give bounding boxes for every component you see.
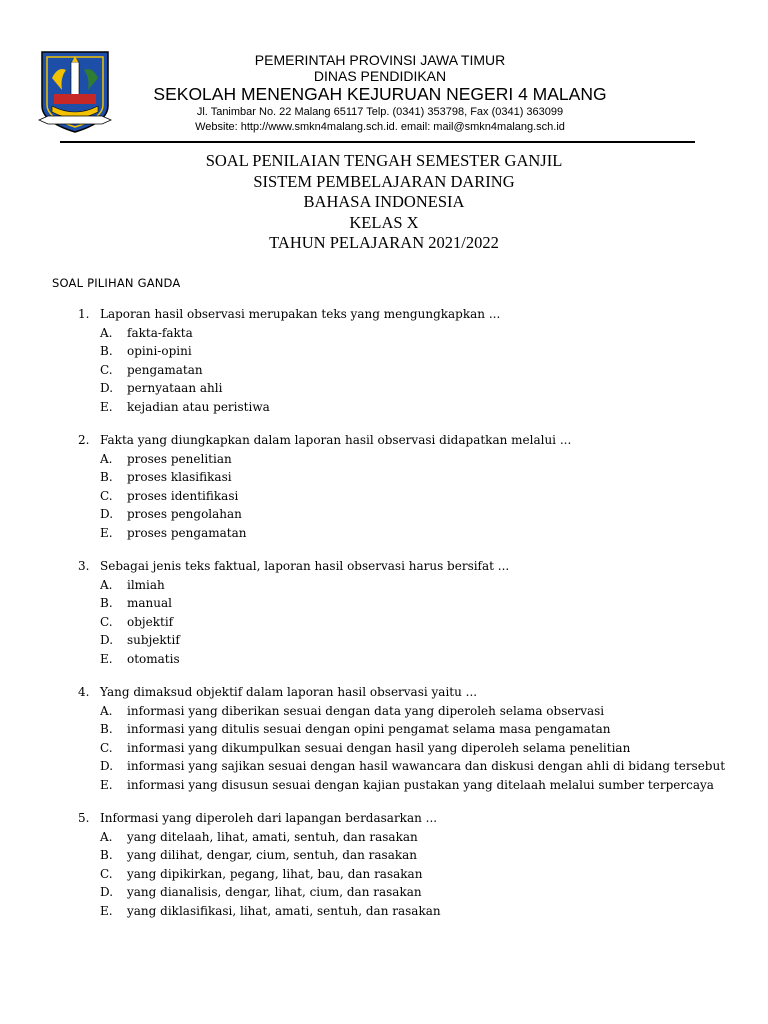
option-text: informasi yang diberikan sesuai dengan data yang diperoleh selama observasi [127, 703, 605, 718]
answer-option [100, 576, 728, 595]
answer-option [100, 524, 728, 543]
option-text: informasi yang ditulis sesuai dengan opini pengamat selama masa pengamatan [127, 722, 611, 736]
question-item [78, 305, 728, 416]
option-letter: A. [100, 703, 113, 718]
answer-option [100, 505, 728, 524]
question-text: Yang dimaksud objektif dalam laporan hasil observasi yaitu ... [100, 685, 478, 699]
option-text: otomatis [127, 651, 180, 666]
option-letter: D. [100, 885, 114, 899]
answer-options [100, 828, 728, 921]
option-letter: D. [100, 759, 114, 773]
option-letter: B. [100, 344, 113, 358]
title-line-5: TAHUN PELAJARAN 2021/2022 [269, 233, 499, 252]
question-item [78, 557, 728, 668]
question-item [78, 809, 728, 920]
government-name: PEMERINTAH PROVINSI JAWA TIMUR [254, 52, 506, 68]
department-name: DINAS PENDIDIKAN [313, 68, 447, 84]
school-name: SEKOLAH MENENGAH KEJURUAN NEGERI 4 MALANG [153, 84, 607, 104]
option-letter: C. [100, 866, 113, 881]
option-text: fakta-fakta [127, 325, 193, 340]
option-letter: E. [100, 777, 113, 792]
question-text: Fakta yang diungkapkan dalam laporan hasil observasi didapatkan melalui ... [100, 433, 572, 447]
answer-option [100, 776, 728, 795]
answer-option [100, 846, 728, 865]
option-text: proses identifikasi [127, 488, 239, 503]
question-number: 4. [78, 685, 90, 699]
answer-options [100, 576, 728, 669]
option-letter: A. [100, 829, 113, 844]
answer-option [100, 361, 728, 380]
question-row [78, 683, 728, 702]
question-number: 2. [78, 433, 90, 447]
answer-option [100, 468, 728, 487]
option-text: yang diklasifikasi, lihat, amati, sentuh, dan rasakan [127, 903, 441, 918]
letterhead-divider [60, 141, 695, 143]
question-row [78, 557, 728, 576]
answer-option [100, 594, 728, 613]
answer-option [100, 757, 728, 776]
answer-option [100, 613, 728, 632]
answer-option [100, 487, 728, 506]
option-text: pernyataan ahli [127, 381, 223, 395]
title-line-3: BAHASA INDONESIA [303, 192, 465, 211]
question-text: Laporan hasil observasi merupakan teks yang mengungkapkan ... [100, 307, 501, 321]
school-address: Jl. Tanimbar No. 22 Malang 65117 Telp. (0341) 353798, Fax (0341) 363099 [196, 106, 564, 118]
option-letter: B. [100, 848, 113, 862]
option-text: opini-opini [127, 344, 192, 358]
question-item [78, 683, 728, 794]
option-text: yang ditelaah, lihat, amati, sentuh, dan rasakan [127, 829, 418, 844]
title-line-4: KELAS X [349, 212, 419, 232]
question-item [78, 431, 728, 542]
option-letter: D. [100, 507, 114, 521]
answer-option [100, 342, 728, 361]
option-letter: A. [100, 451, 113, 466]
answer-option [100, 650, 728, 669]
answer-option [100, 379, 728, 398]
answer-option [100, 902, 728, 921]
question-number: 3. [78, 559, 90, 573]
option-text: manual [127, 596, 172, 610]
option-text: yang dianalisis, dengar, lihat, cium, dan rasakan [127, 885, 422, 899]
option-letter: B. [100, 470, 113, 484]
school-contact: Website: http://www.smkn4malang.sch.id. email: mail@smkn4malang.sch.id [195, 121, 565, 133]
answer-option [100, 450, 728, 469]
option-letter: C. [100, 488, 113, 503]
option-letter: B. [100, 722, 113, 736]
option-text: proses pengamatan [127, 525, 247, 540]
answer-option [100, 828, 728, 847]
option-text: informasi yang sajikan sesuai dengan hasil wawancara dan diskusi dengan ahli di bidang tersebut [127, 759, 726, 773]
option-text: kejadian atau peristiwa [127, 399, 270, 414]
question-text: Sebagai jenis teks faktual, laporan hasil observasi harus bersifat ... [100, 559, 510, 573]
province-logo [38, 48, 112, 138]
option-letter: E. [100, 399, 113, 414]
option-text: informasi yang dikumpulkan sesuai dengan hasil yang diperoleh selama penelitian [127, 740, 631, 755]
answer-options [100, 450, 728, 543]
option-text: proses klasifikasi [127, 470, 232, 484]
option-letter: D. [100, 381, 114, 395]
option-letter: D. [100, 633, 114, 647]
option-letter: E. [100, 903, 113, 918]
option-text: informasi yang disusun sesuai dengan kajian pustakan yang ditelaah melalui sumber terpercaya [127, 777, 714, 792]
option-letter: B. [100, 596, 113, 610]
answer-option [100, 883, 728, 902]
option-letter: C. [100, 740, 113, 755]
letterhead [0, 0, 768, 145]
letterhead-text [140, 52, 620, 134]
option-text: pengamatan [127, 362, 203, 377]
option-text: yang dipikirkan, pegang, lihat, bau, dan rasakan [127, 866, 423, 881]
section-heading: SOAL PILIHAN GANDA [52, 276, 181, 290]
answer-option [100, 702, 728, 721]
option-text: proses penelitian [127, 451, 232, 466]
answer-option [100, 720, 728, 739]
question-text: Informasi yang diperoleh dari lapangan berdasarkan ... [100, 811, 438, 825]
answer-option [100, 739, 728, 758]
answer-options [100, 324, 728, 417]
question-row [78, 809, 728, 828]
option-text: yang dilihat, dengar, cium, sentuh, dan rasakan [127, 848, 418, 862]
exam-title [0, 151, 768, 254]
option-text: objektif [127, 614, 174, 629]
question-number: 5. [78, 811, 90, 825]
question-row [78, 431, 728, 450]
question-list [78, 305, 728, 935]
question-row [78, 305, 728, 324]
option-letter: E. [100, 525, 113, 540]
title-line-1: SOAL PENILAIAN TENGAH SEMESTER GANJIL [205, 151, 563, 170]
title-line-2: SISTEM PEMBELAJARAN DARING [253, 171, 515, 191]
option-text: ilmiah [127, 577, 165, 592]
answer-option [100, 398, 728, 417]
answer-option [100, 631, 728, 650]
option-text: proses pengolahan [127, 507, 242, 521]
question-number: 1. [78, 307, 90, 321]
option-letter: C. [100, 362, 113, 377]
option-letter: A. [100, 577, 113, 592]
option-letter: A. [100, 325, 113, 340]
option-letter: C. [100, 614, 113, 629]
answer-options [100, 702, 728, 795]
answer-option [100, 865, 728, 884]
option-letter: E. [100, 651, 113, 666]
option-text: subjektif [127, 633, 180, 647]
answer-option [100, 324, 728, 343]
